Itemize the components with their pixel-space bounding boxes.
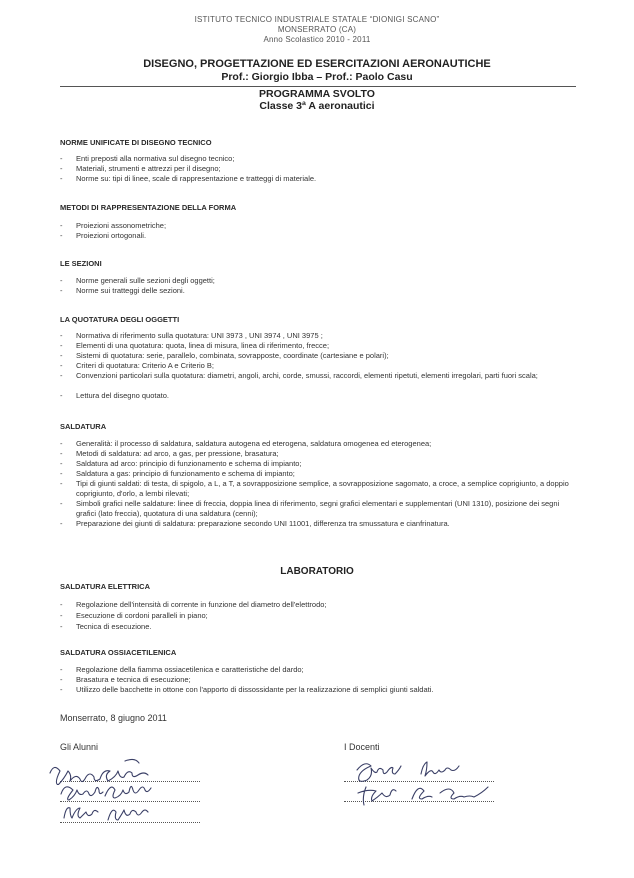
section-heading: LA QUOTATURA DEGLI OGGETTI (60, 315, 180, 324)
list-item: - Esecuzione di cordoni paralleli in piano; (60, 611, 208, 620)
section-heading: SALDATURA ELETTRICA (60, 582, 150, 591)
place-date: Monserrato, 8 giugno 2011 (60, 713, 167, 723)
list-item: - Norme sui tratteggi delle sezioni. (60, 286, 185, 295)
list-item: - Simboli grafici nelle saldature: linee di freccia, doppia linea di riferimento, segni grafici elementari e supplementari (UNI 1310), posizione dei segni grafici (lato freccia), quotatura di una saldatura (cenni); (60, 499, 560, 518)
teachers-line: Prof.: Giorgio Ibba – Prof.: Paolo Casu (221, 71, 413, 83)
lab-title: LABORATORIO (280, 566, 354, 577)
program-title: PROGRAMMA SVOLTO (259, 88, 375, 100)
list-item: - Regolazione dell'intensità di corrente in funzione del diametro dell'elettrodo; (60, 600, 327, 609)
section-heading: LE SEZIONI (60, 259, 102, 268)
subject-title: DISEGNO, PROGETTAZIONE ED ESERCITAZIONI AERONAUTICHE (143, 58, 491, 70)
school-city: MONSERRATO (CA) (277, 25, 357, 34)
list-item: - Elementi di una quotatura: quota, linea di misura, linea di riferimento, frecce; (60, 341, 330, 350)
list-item: - Materiali, strumenti e attrezzi per il disegno; (60, 164, 221, 173)
list-item: - Tecnica di esecuzione. (60, 622, 152, 631)
list-item: - Brasatura e tecnica di esecuzione; (60, 675, 191, 684)
list-item: - Regolazione della fiamma ossiacetilenica e caratteristiche del dardo; (60, 665, 304, 674)
list-item: - Utilizzo delle bacchette in ottone con l'apporto di dissossidante per la realizzazione di semplici giunti saldati. (60, 685, 434, 694)
section-heading: SALDATURA OSSIACETILENICA (60, 648, 177, 657)
teacher-signature (352, 779, 532, 809)
list-item: - Proiezioni ortogonali. (60, 231, 147, 240)
list-item: - Preparazione dei giunti di saldatura: preparazione secondo UNI 11001, differenza tra smussatura e cianfrinatura. (60, 519, 450, 528)
list-item: - Sistemi di quotatura: serie, parallelo, combinata, sovrapposte, coordinate (cartesiane e polari); (60, 351, 389, 360)
list-item: - Normativa di riferimento sulla quotatura: UNI 3973 , UNI 3974 , UNI 3975 ; (60, 331, 323, 340)
list-item: - Saldatura a gas: principio di funzionamento e schema di impianto; (60, 469, 295, 478)
list-item: - Lettura del disegno quotato. (60, 391, 169, 400)
list-item: - Tipi di giunti saldati: di testa, di spigolo, a L, a T, a sovrapposizione semplice, a sovrapposizione sagomato, a croce, a semplice coprigiunto, a doppio coprigiunto, d'orlo, a lembi rilevati; (60, 479, 569, 498)
list-item: - Convenzioni particolari sulla quotatura: diametri, angoli, archi, corde, smussi, raccordi, elementi ripetuti, elementi irregolari, parti fuori scala; (60, 371, 538, 380)
student-signature (58, 800, 168, 826)
students-label: Gli Alunni (60, 742, 99, 752)
teachers-label: I Docenti (344, 742, 380, 752)
class-label: Classe 3ª A aeronautici (259, 100, 375, 112)
header-divider (60, 86, 576, 87)
list-item: - Generalità: il processo di saldatura, saldatura autogena ed eterogena, saldatura omogenea ed eterogenea; (60, 439, 432, 448)
section-heading: SALDATURA (60, 422, 107, 431)
school-year: Anno Scolastico 2010 - 2011 (263, 35, 371, 44)
list-item: - Proiezioni assonometriche; (60, 221, 167, 230)
list-item: - Enti preposti alla normativa sul disegno tecnico; (60, 154, 235, 163)
class-title (0, 100, 634, 112)
section-heading: METODI DI RAPPRESENTAZIONE DELLA FORMA (60, 203, 237, 212)
list-item: - Norme generali sulle sezioni degli oggetti; (60, 276, 215, 285)
list-item: - Norme su: tipi di linee, scale di rappresentazione e tratteggi di materiale. (60, 174, 317, 183)
list-item: - Metodi di saldatura: ad arco, a gas, per pressione, brasatura; (60, 449, 279, 458)
list-item: - Criteri di quotatura: Criterio A e Criterio B; (60, 361, 214, 370)
list-item: - Saldatura ad arco: principio di funzionamento e schema di impianto; (60, 459, 302, 468)
section-heading: NORME UNIFICATE DI DISEGNO TECNICO (60, 138, 212, 147)
school-name: ISTITUTO TECNICO INDUSTRIALE STATALE “DIONIGI SCANO” (194, 15, 440, 24)
